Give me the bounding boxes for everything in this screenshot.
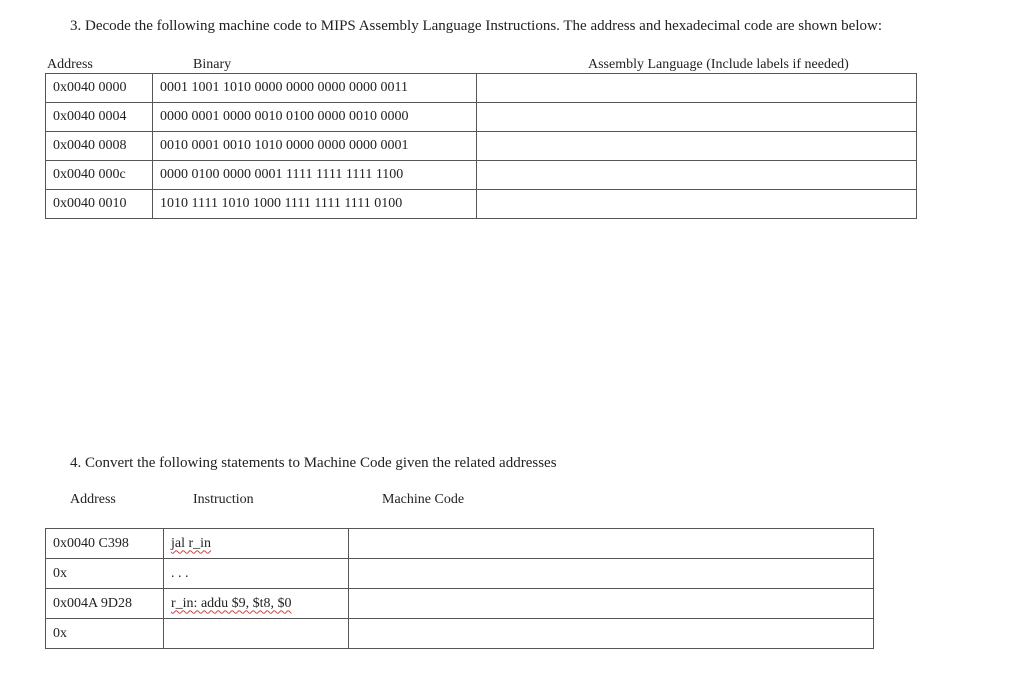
binary-cell: 0001 1001 1010 0000 0000 0000 0000 0011 (153, 74, 477, 103)
table-row (46, 619, 874, 649)
question-3-title: 3. Decode the following machine code to MIPS Assembly Language Instructions. The address and hexadecimal code are shown below: (70, 18, 883, 34)
address-cell: 0x0040 0008 (46, 132, 153, 161)
address-cell[interactable]: 0x (46, 619, 164, 649)
q4-convert-table (45, 528, 874, 649)
assembly-answer-cell[interactable] (477, 190, 917, 219)
assembly-answer-cell[interactable] (477, 103, 917, 132)
q3-header-address: Address (47, 57, 93, 72)
address-cell: 0x0040 000c (46, 161, 153, 190)
address-cell: 0x0040 0010 (46, 190, 153, 219)
table-row (46, 190, 917, 219)
machine-code-answer-cell[interactable] (349, 619, 874, 649)
table-row (46, 529, 874, 559)
address-cell[interactable]: 0x (46, 559, 164, 589)
q3-header-binary: Binary (193, 57, 232, 72)
q3-decode-table (45, 73, 917, 219)
q3-header-assembly: Assembly Language (Include labels if needed) (588, 57, 849, 72)
machine-code-answer-cell[interactable] (349, 559, 874, 589)
address-cell: 0x0040 0000 (46, 74, 153, 103)
instruction-cell (164, 529, 349, 559)
assembly-answer-cell[interactable] (477, 132, 917, 161)
binary-cell: 0010 0001 0010 1010 0000 0000 0000 0001 (153, 132, 477, 161)
binary-cell: 1010 1111 1010 1000 1111 1111 1111 0100 (153, 190, 477, 219)
table-row (46, 161, 917, 190)
table-row (46, 589, 874, 619)
instruction-text: r_in: addu $9, $t8, $0 (171, 595, 292, 611)
assembly-answer-cell[interactable] (477, 74, 917, 103)
address-cell: 0x004A 9D28 (46, 589, 164, 619)
binary-cell: 0000 0001 0000 0010 0100 0000 0010 0000 (153, 103, 477, 132)
address-cell: 0x0040 0004 (46, 103, 153, 132)
question-4-title: 4. Convert the following statements to Machine Code given the related addresses (70, 455, 557, 471)
instruction-cell (164, 589, 349, 619)
machine-code-answer-cell[interactable] (349, 529, 874, 559)
table-row (46, 559, 874, 589)
binary-cell: 0000 0100 0000 0001 1111 1111 1111 1100 (153, 161, 477, 190)
instruction-cell[interactable] (164, 619, 349, 649)
instruction-cell: . . . (164, 559, 349, 589)
table-row (46, 103, 917, 132)
q4-header-machine-code: Machine Code (382, 492, 465, 507)
table-row (46, 74, 917, 103)
table-row (46, 132, 917, 161)
address-cell: 0x0040 C398 (46, 529, 164, 559)
q4-header-address: Address (70, 492, 116, 507)
q4-header-instruction: Instruction (193, 492, 254, 507)
machine-code-answer-cell[interactable] (349, 589, 874, 619)
assembly-answer-cell[interactable] (477, 161, 917, 190)
instruction-text: jal r_in (171, 535, 212, 551)
